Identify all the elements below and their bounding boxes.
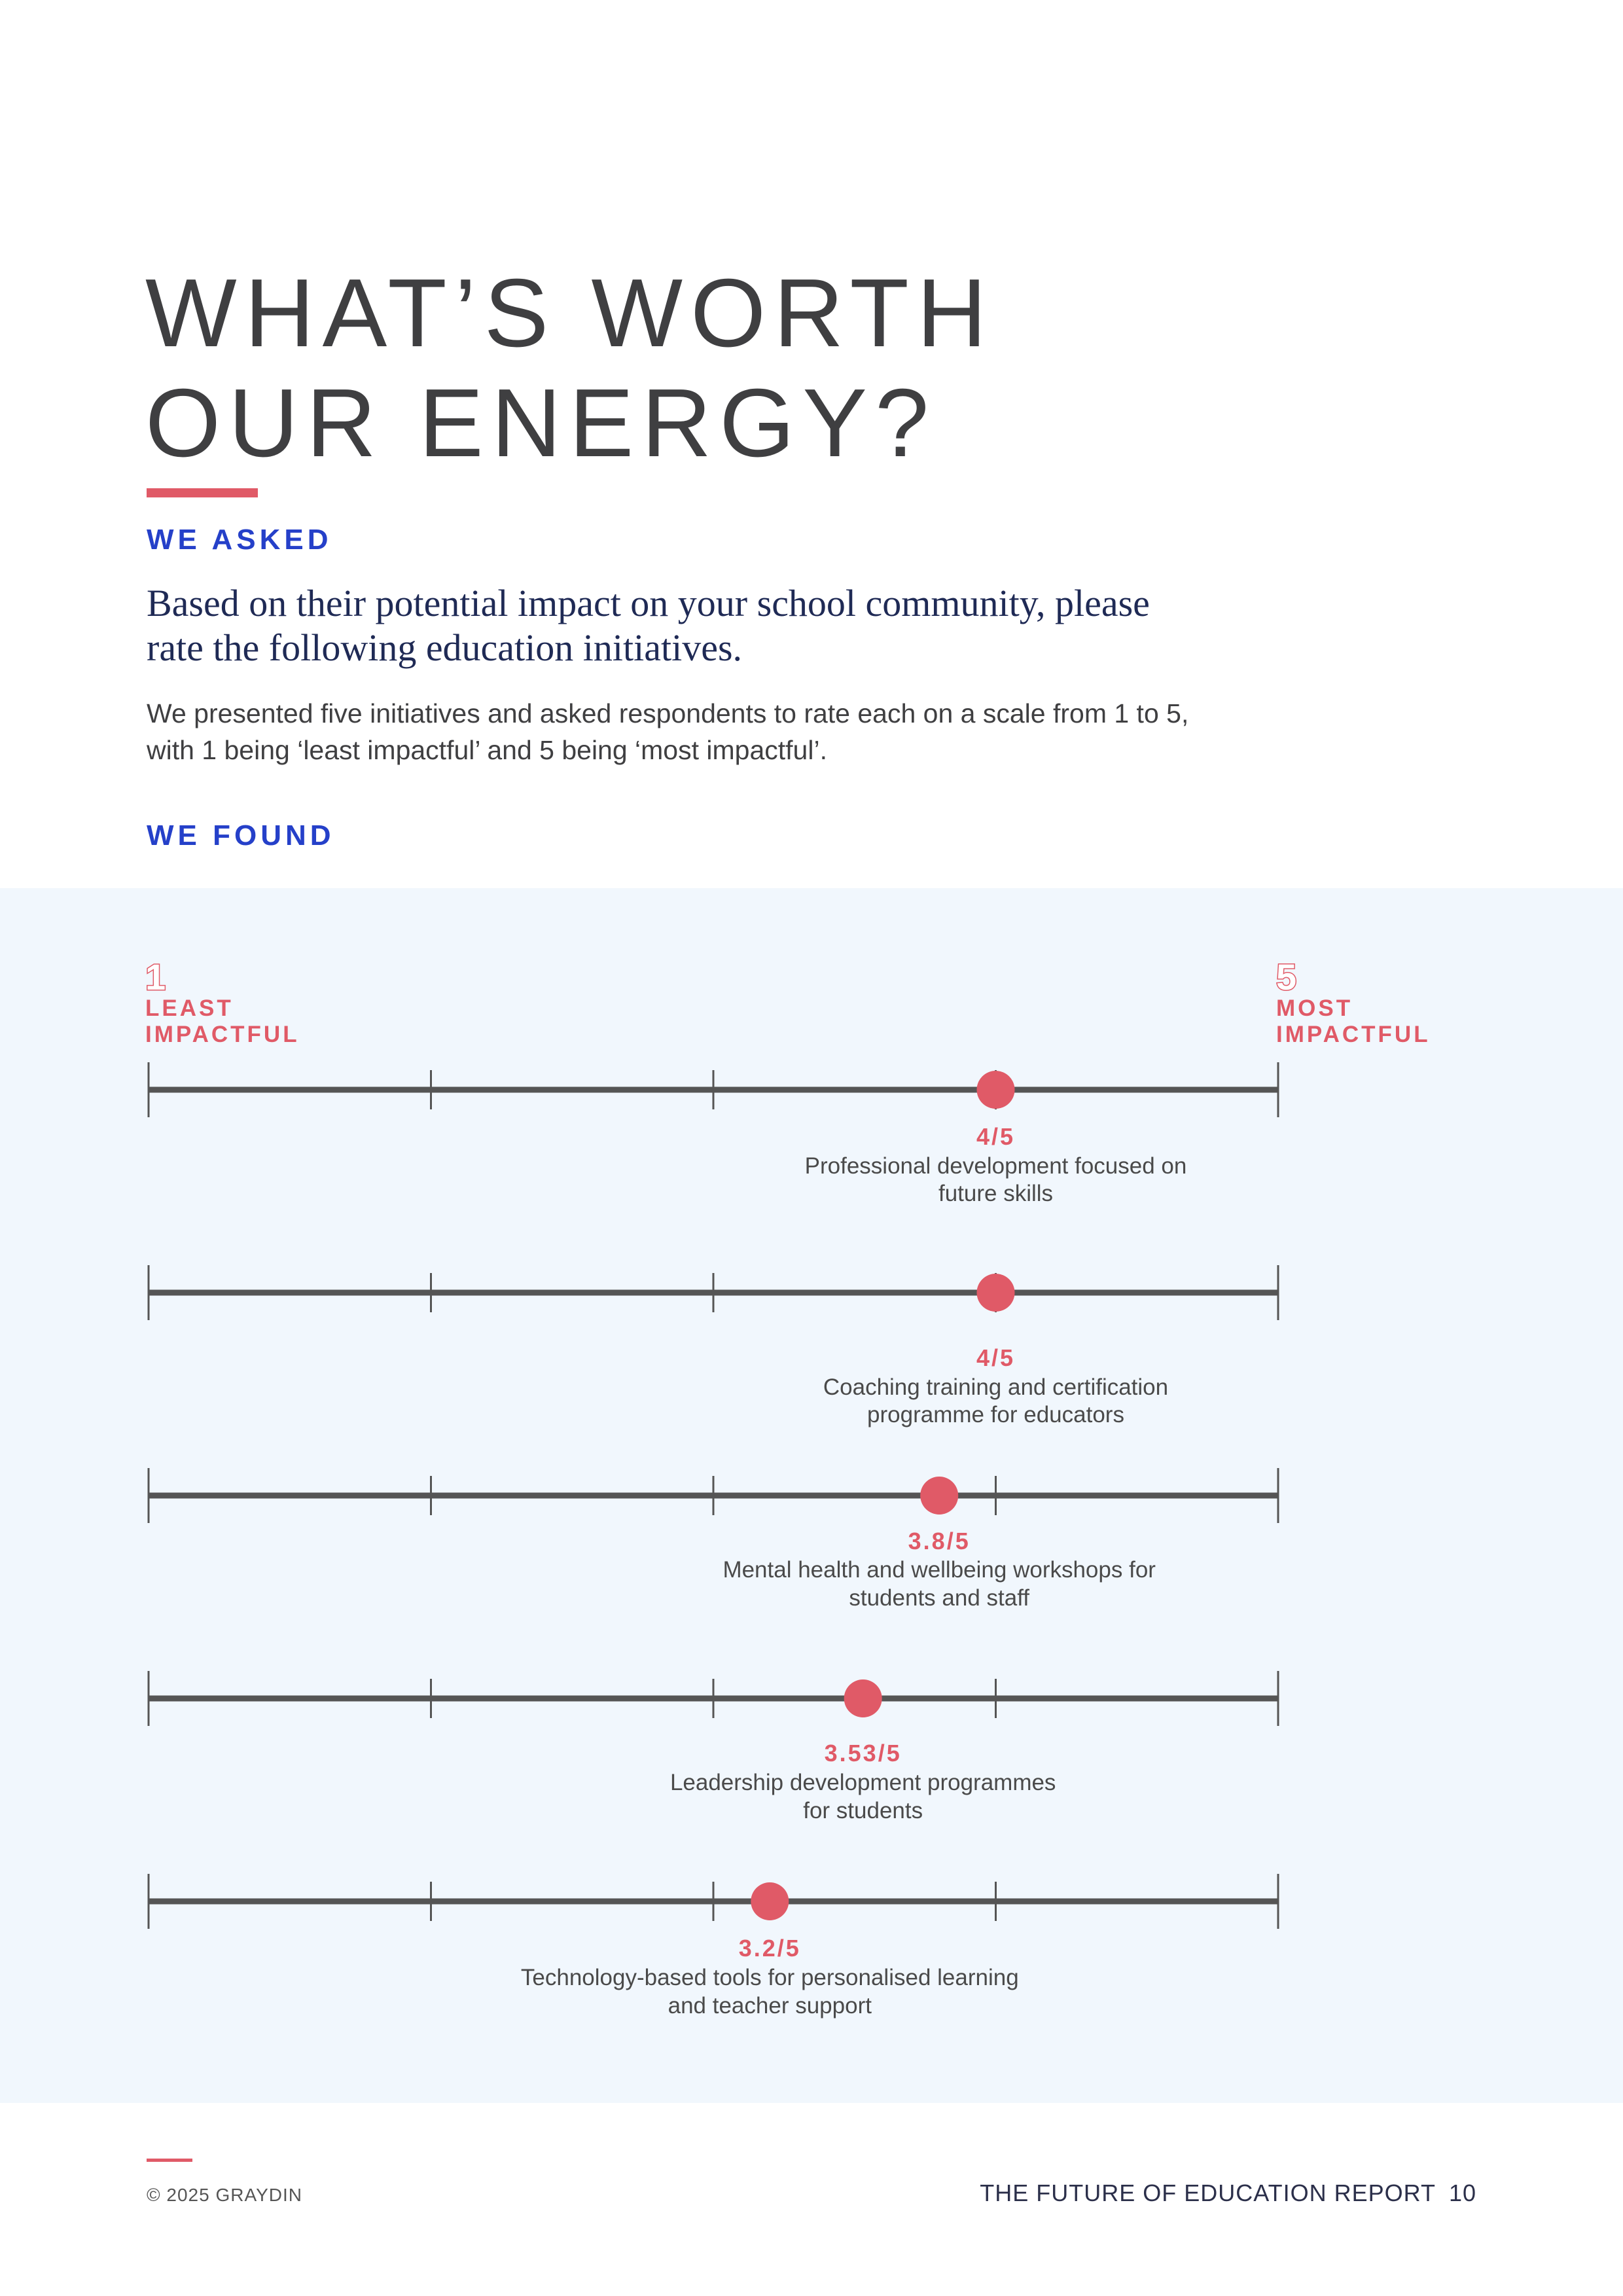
rating-marker	[751, 1882, 789, 1920]
rating-score: 4/5	[976, 1344, 1016, 1371]
scale-min-word-2: IMPACTFUL	[145, 1022, 300, 1047]
report-title: THE FUTURE OF EDUCATION REPORT	[980, 2179, 1436, 2206]
initiative-label: Leadership development programmes	[669, 1770, 1056, 1795]
initiative-label: students and staff	[849, 1585, 1030, 1611]
we-found-label: WE FOUND	[147, 819, 335, 852]
rating-marker	[844, 1679, 882, 1717]
initiative-label: and teacher support	[668, 1993, 872, 2018]
initiative-label: for students	[803, 1798, 923, 1823]
initiative-label: Mental health and wellbeing workshops for	[722, 1557, 1156, 1583]
copyright: © 2025 GRAYDIN	[147, 2185, 302, 2205]
initiative-label: Professional development focused on	[804, 1153, 1187, 1179]
rating-marker	[920, 1477, 958, 1515]
scale-max-word-1: MOST	[1276, 996, 1353, 1021]
rating-marker	[977, 1071, 1015, 1109]
intro-line-2: with 1 being ‘least impactful’ and 5 being ‘most impactful’.	[147, 735, 827, 765]
scale-max-word-2: IMPACTFUL	[1276, 1022, 1431, 1047]
rating-score: 4/5	[976, 1123, 1016, 1150]
initiative-label: programme for educators	[867, 1402, 1124, 1427]
we-asked-label: WE ASKED	[147, 524, 332, 556]
scale-min-word-1: LEAST	[145, 996, 234, 1021]
page-number: 10	[1448, 2179, 1476, 2206]
page-title-line-1: WHAT’S WORTH	[145, 259, 995, 367]
initiative-label: future skills	[938, 1181, 1054, 1206]
page-title-line-2: OUR ENERGY?	[145, 369, 937, 477]
survey-question-line-1: Based on their potential impact on your school community, please	[147, 582, 1150, 624]
scale-max-number: 5	[1276, 956, 1297, 997]
rating-score: 3.2/5	[738, 1935, 801, 1962]
initiative-label: Coaching training and certification	[823, 1374, 1169, 1400]
report-footer	[980, 2179, 1476, 2207]
scale-min-number: 1	[145, 956, 166, 997]
survey-question-line-2: rate the following education initiatives.	[147, 626, 743, 669]
footer-accent-bar	[147, 2159, 192, 2162]
rating-score: 3.8/5	[908, 1528, 971, 1554]
intro-line-1: We presented five initiatives and asked respondents to rate each on a scale from 1 to 5,	[147, 698, 1189, 728]
rating-score: 3.53/5	[824, 1740, 902, 1767]
initiative-label: Technology-based tools for personalised learning	[520, 1965, 1019, 1990]
rating-marker	[977, 1274, 1015, 1312]
